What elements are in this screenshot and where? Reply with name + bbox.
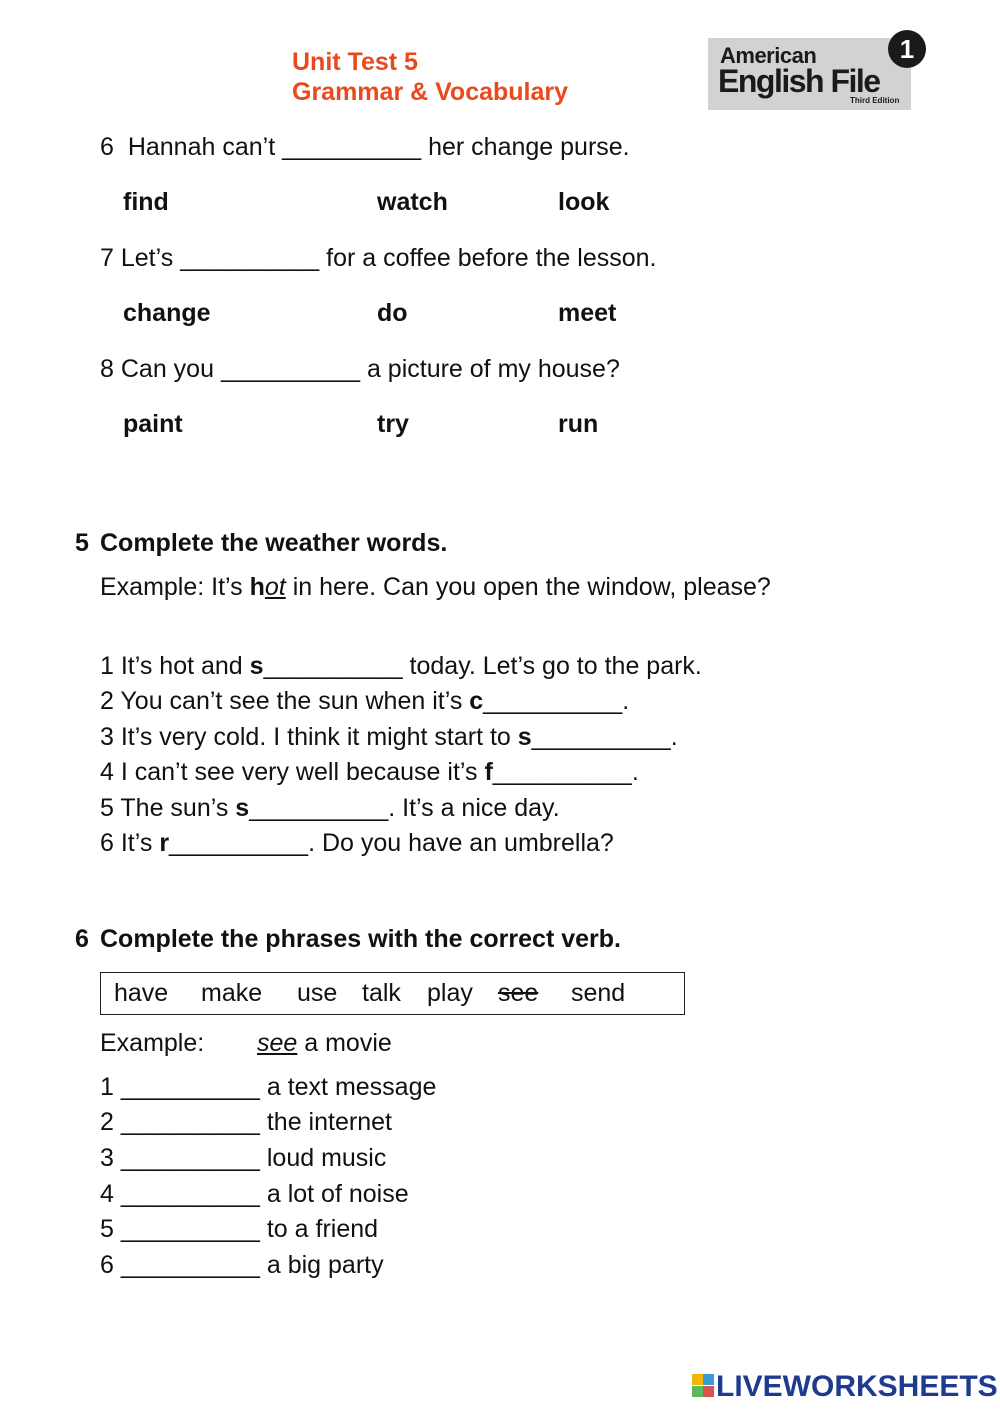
item-letter: c xyxy=(469,687,484,715)
answer-blank[interactable]: __________ xyxy=(120,1073,260,1101)
question-text-pre: Hannah can’t xyxy=(127,133,276,161)
weather-item-4 xyxy=(100,757,639,787)
item-number: 3 xyxy=(100,723,114,751)
option-find[interactable]: find xyxy=(123,188,169,216)
item-text-post: . It’s a nice day. xyxy=(388,794,560,822)
answer-blank[interactable]: __________ xyxy=(483,687,623,715)
item-number: 2 xyxy=(100,1108,114,1136)
example-post: in here. Can you open the window, please? xyxy=(285,573,771,601)
answer-blank[interactable]: __________ xyxy=(492,758,632,786)
logo-level-badge: 1 xyxy=(888,30,926,68)
question-text-post: a picture of my house? xyxy=(366,355,620,383)
item-number: 3 xyxy=(100,1144,114,1172)
phrase-item-6 xyxy=(100,1250,384,1280)
verb-word-box xyxy=(100,972,685,1015)
option-try[interactable]: try xyxy=(377,410,409,438)
verb-play: play xyxy=(427,979,473,1007)
example-answer: see xyxy=(257,1029,298,1057)
phrase-text: the internet xyxy=(266,1108,392,1136)
answer-blank[interactable]: __________ xyxy=(169,829,309,857)
section-6-number: 6 xyxy=(75,925,89,953)
logo-square-icon xyxy=(692,1374,703,1385)
item-number: 1 xyxy=(100,1073,114,1101)
american-english-file-logo xyxy=(708,34,915,110)
logo-square-icon xyxy=(703,1374,714,1385)
unit-test-title: Unit Test 5 xyxy=(292,48,418,76)
item-text-pre: It’s very cold. I think it might start to xyxy=(120,723,518,751)
verb-make: make xyxy=(201,979,263,1007)
item-number: 6 xyxy=(100,1251,114,1279)
logo-line2: English File xyxy=(718,63,880,99)
question-6 xyxy=(100,132,630,162)
item-number: 4 xyxy=(100,1180,114,1208)
weather-item-2 xyxy=(100,686,629,716)
question-8 xyxy=(100,354,620,384)
section-5-example xyxy=(100,572,771,602)
item-number: 5 xyxy=(100,1215,114,1243)
question-text-pre: Let’s xyxy=(120,244,174,272)
item-number: 1 xyxy=(100,652,114,680)
option-paint[interactable]: paint xyxy=(123,410,183,438)
item-text-post: . Do you have an umbrella? xyxy=(308,829,614,857)
weather-item-1 xyxy=(100,651,702,681)
question-number: 6 xyxy=(100,133,114,161)
phrase-item-4 xyxy=(100,1179,409,1209)
section-5-number: 5 xyxy=(75,529,89,557)
question-text-pre: Can you xyxy=(120,355,214,383)
question-text-post: for a coffee before the lesson. xyxy=(326,244,657,272)
item-letter: r xyxy=(159,829,170,857)
verb-talk: talk xyxy=(362,979,401,1007)
weather-item-6 xyxy=(100,828,614,858)
item-text-post: . xyxy=(622,687,630,715)
item-number: 4 xyxy=(100,758,114,786)
option-change[interactable]: change xyxy=(123,299,211,327)
answer-blank[interactable]: __________ xyxy=(120,1251,260,1279)
answer-blank[interactable]: __________ xyxy=(120,1180,260,1208)
item-text-pre: I can’t see very well because it’s xyxy=(120,758,485,786)
logo-line3: Third Edition xyxy=(850,96,900,105)
answer-blank[interactable]: __________ xyxy=(120,1144,260,1172)
answer-blank[interactable]: __________ xyxy=(220,355,360,383)
phrase-item-3 xyxy=(100,1143,386,1173)
item-text-post: . xyxy=(631,758,639,786)
option-meet[interactable]: meet xyxy=(558,299,617,327)
question-number: 8 xyxy=(100,355,114,383)
phrase-text: a big party xyxy=(266,1251,384,1279)
item-number: 2 xyxy=(100,687,114,715)
example-answer: ot xyxy=(264,573,286,601)
section-subtitle: Grammar & Vocabulary xyxy=(292,78,569,106)
item-letter: s xyxy=(235,794,250,822)
liveworksheets-wordmark: LIVEWORKSHEETS xyxy=(716,1370,998,1403)
phrase-text: to a friend xyxy=(266,1215,379,1243)
answer-blank[interactable]: __________ xyxy=(120,1215,260,1243)
answer-blank[interactable]: __________ xyxy=(120,1108,260,1136)
weather-item-5 xyxy=(100,793,560,823)
weather-item-3 xyxy=(100,722,678,752)
item-text-post: . xyxy=(670,723,678,751)
option-watch[interactable]: watch xyxy=(377,188,448,216)
answer-blank[interactable]: __________ xyxy=(263,652,403,680)
logo-square-icon xyxy=(703,1386,714,1397)
verb-send: send xyxy=(571,979,626,1007)
item-letter: s xyxy=(517,723,532,751)
example-rest: a movie xyxy=(297,1029,392,1057)
question-number: 7 xyxy=(100,244,114,272)
option-run[interactable]: run xyxy=(558,410,599,438)
option-look[interactable]: look xyxy=(558,188,610,216)
phrase-item-2 xyxy=(100,1107,392,1137)
section-6-example-label: Example: xyxy=(100,1029,205,1057)
example-first-letter: h xyxy=(249,573,265,601)
phrase-item-1 xyxy=(100,1072,436,1102)
section-6-example xyxy=(257,1028,392,1058)
phrase-text: a lot of noise xyxy=(266,1180,409,1208)
answer-blank[interactable]: __________ xyxy=(180,244,320,272)
verb-use: use xyxy=(297,979,338,1007)
item-text-pre: The sun’s xyxy=(120,794,236,822)
item-number: 6 xyxy=(100,829,114,857)
item-letter: s xyxy=(249,652,264,680)
item-text-pre: It’s hot and xyxy=(120,652,250,680)
answer-blank[interactable]: __________ xyxy=(531,723,671,751)
phrase-text: a text message xyxy=(266,1073,437,1101)
option-do[interactable]: do xyxy=(377,299,408,327)
item-text-post: today. Let’s go to the park. xyxy=(402,652,702,680)
section-6-heading: Complete the phrases with the correct verb. xyxy=(100,925,621,953)
logo-line1: American xyxy=(720,43,817,68)
answer-blank[interactable]: __________ xyxy=(282,133,422,161)
phrase-text: loud music xyxy=(266,1144,387,1172)
section-5-heading: Complete the weather words. xyxy=(100,529,448,557)
verb-see-struck: see xyxy=(498,979,539,1007)
phrase-item-5 xyxy=(100,1214,378,1244)
logo-square-icon xyxy=(692,1386,703,1397)
item-number: 5 xyxy=(100,794,114,822)
question-7 xyxy=(100,243,656,273)
example-pre: Example: It’s xyxy=(100,573,250,601)
item-letter: f xyxy=(484,758,493,786)
answer-blank[interactable]: __________ xyxy=(249,794,389,822)
verb-have: have xyxy=(114,979,169,1007)
question-text-post: her change purse. xyxy=(428,133,630,161)
item-text-pre: It’s xyxy=(120,829,160,857)
item-text-pre: You can’t see the sun when it’s xyxy=(120,687,470,715)
